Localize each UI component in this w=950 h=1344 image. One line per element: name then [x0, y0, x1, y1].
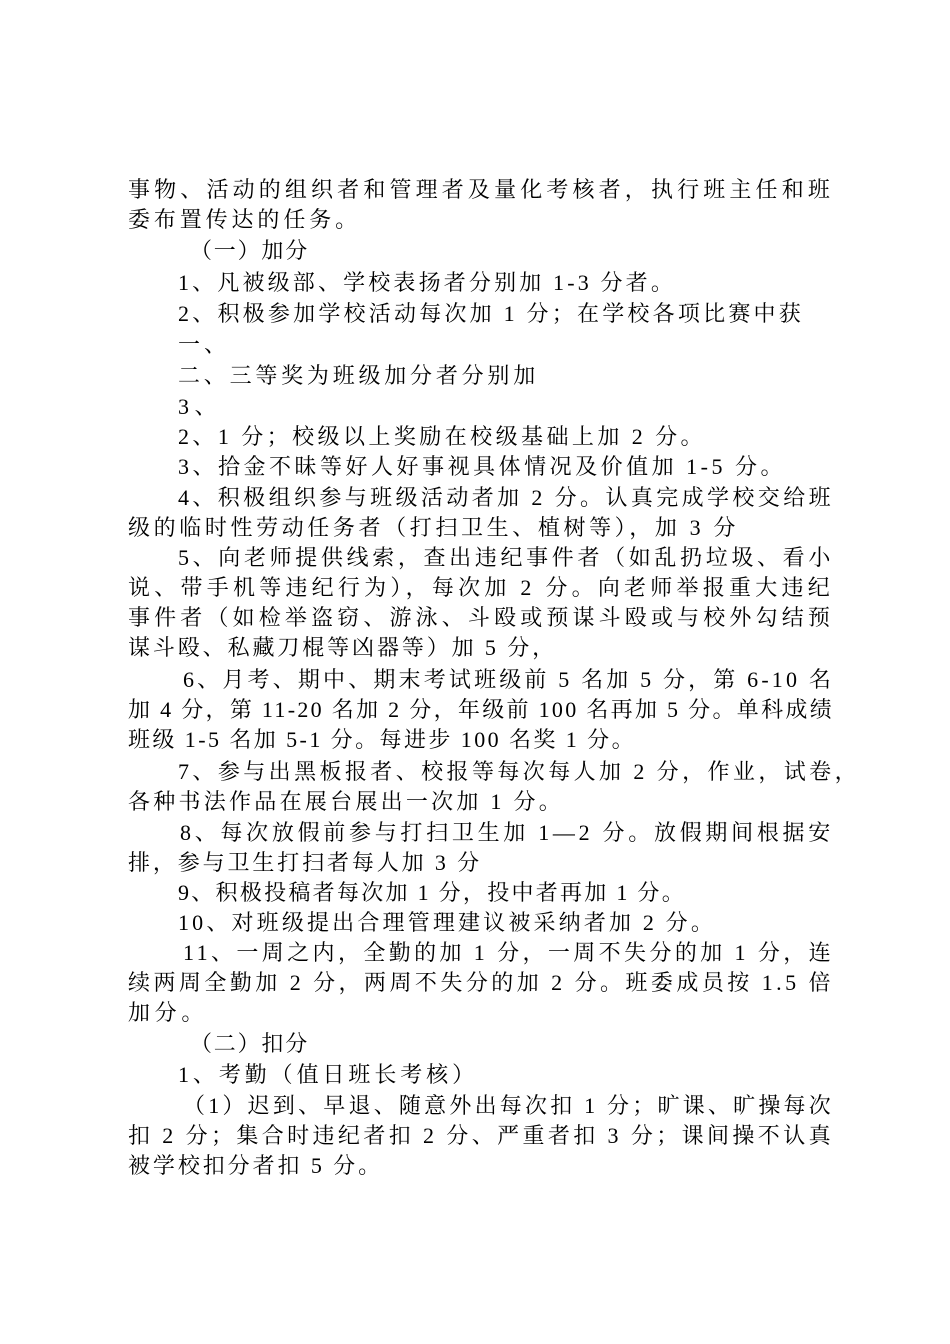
list-item-line: 1、凡被级部、学校表扬者分别加 1-3 分者。	[178, 270, 676, 295]
list-item-line: 8、每次放假前参与打扫卫生加 1—2 分。放假期间根据安	[180, 820, 834, 845]
list-item-line: 3、	[178, 394, 222, 419]
section-heading-add: （一）加分	[190, 238, 309, 263]
list-item-line: 扣 2 分；集合时违纪者扣 2 分、严重者扣 3 分；课间操不认真	[128, 1123, 834, 1148]
list-item-line: 续两周全勤加 2 分，两周不失分的加 2 分。班委成员按 1.5 倍	[128, 970, 834, 995]
body-text-line: 事物、活动的组织者和管理者及量化考核者，执行班主任和班	[128, 177, 834, 202]
list-item-line: 10、对班级提出合理管理建议被采纳者加 2 分。	[178, 910, 716, 935]
list-item-line: 谋斗殴、私藏刀棍等凶器等）加 5 分，	[128, 635, 557, 660]
list-item-line: 11、一周之内，全勤的加 1 分，一周不失分的加 1 分，连	[183, 940, 834, 965]
list-item-line: 二、三等奖为班级加分者分别加	[178, 363, 539, 388]
list-item-line: 级的临时性劳动任务者（打扫卫生、植树等），加 3 分	[128, 515, 739, 540]
list-item-line: 一、	[178, 332, 230, 357]
list-item-line: 6、月考、期中、期末考试班级前 5 名加 5 分，第 6-10 名	[183, 667, 834, 692]
list-item-line: 1、考勤（值日班长考核）	[178, 1062, 478, 1087]
section-heading-deduct: （二）扣分	[190, 1031, 309, 1056]
list-item-line: （1）迟到、早退、随意外出每次扣 1 分；旷课、旷操每次	[183, 1093, 834, 1118]
list-item-line: 9、积极投稿者每次加 1 分，投中者再加 1 分。	[178, 880, 686, 905]
list-item-line: 被学校扣分者扣 5 分。	[128, 1153, 383, 1178]
list-item-line: 加分。	[128, 1000, 208, 1025]
list-item-line: 班级 1-5 名加 5-1 分。每进步 100 名奖 1 分。	[128, 727, 636, 752]
list-item-line: 加 4 分，第 11-20 名加 2 分，年级前 100 名再加 5 分。单科成绩	[128, 697, 834, 722]
list-item-line: 2、积极参加学校活动每次加 1 分；在学校各项比赛中获	[178, 301, 804, 326]
list-item-line: 说、带手机等违纪行为），每次加 2 分。向老师举报重大违纪	[128, 575, 834, 600]
list-item-line: 5、向老师提供线索，查出违纪事件者（如乱扔垃圾、看小	[178, 545, 834, 570]
list-item-line: 排，参与卫生打扫者每人加 3 分	[128, 850, 482, 875]
body-text-line: 委布置传达的任务。	[128, 207, 361, 232]
list-item-line: 各种书法作品在展台展出一次加 1 分。	[128, 789, 564, 814]
list-item-line: 7、参与出黑板报者、校报等每次每人加 2 分，作业，试卷，	[178, 759, 860, 784]
list-item-line: 2、1 分；校级以上奖励在校级基础上加 2 分。	[178, 424, 706, 449]
list-item-line: 3、拾金不昧等好人好事视具体情况及价值加 1-5 分。	[178, 454, 786, 479]
list-item-line: 4、积极组织参与班级活动者加 2 分。认真完成学校交给班	[178, 485, 834, 510]
list-item-line: 事件者（如检举盗窃、游泳、斗殴或预谋斗殴或与校外勾结预	[128, 605, 834, 630]
